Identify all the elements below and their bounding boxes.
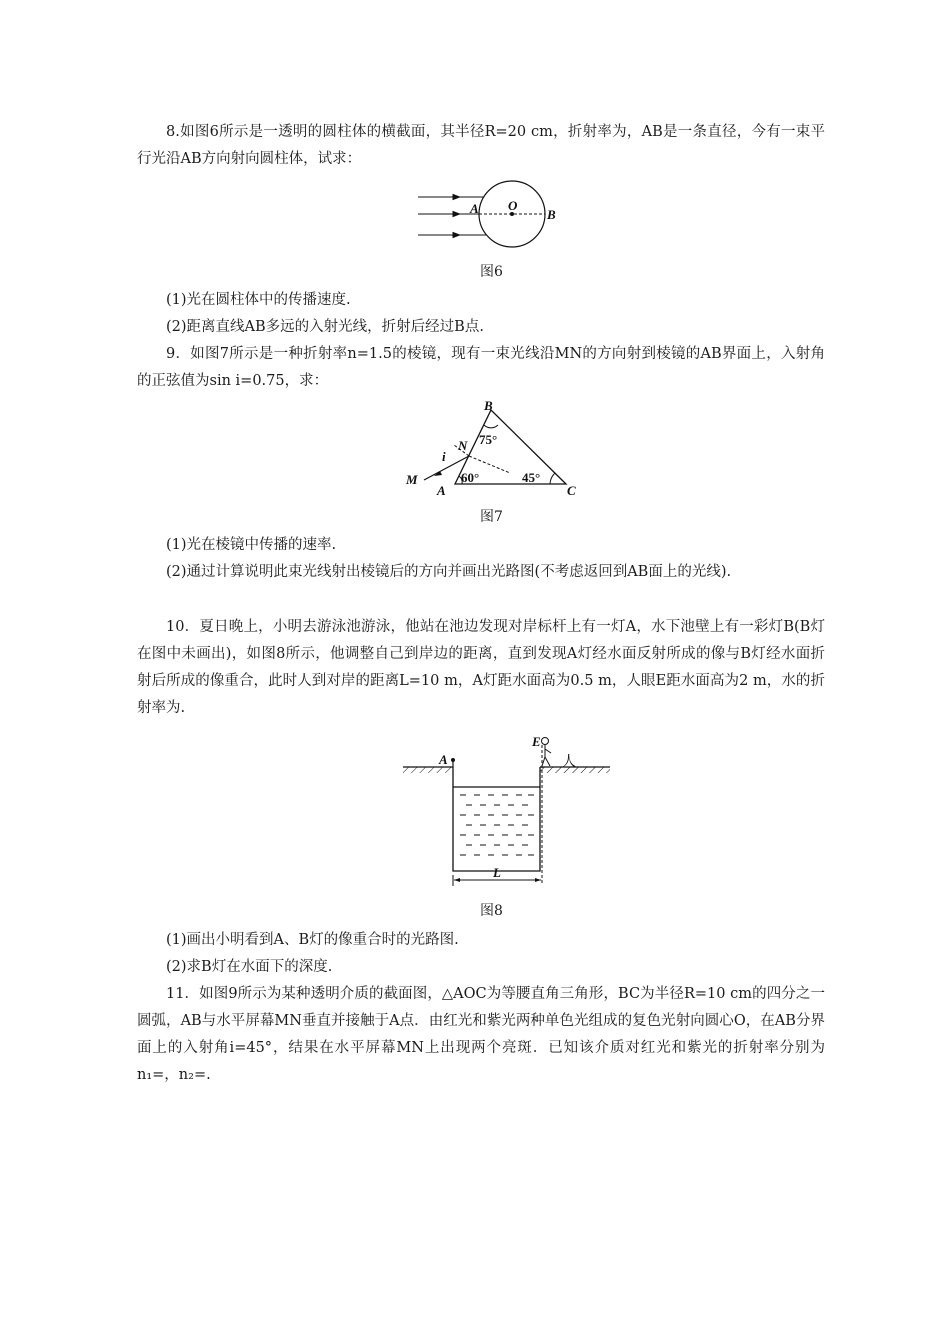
label-a: A (437, 483, 446, 498)
q9-sub1: (1)光在棱镜中传播的速率. (166, 537, 337, 553)
q9-sub2: (2)通过计算说明此束光线射出棱镜后的方向并画出光路图(不考虑返回到AB面上的光线). (166, 564, 732, 580)
label-l: L (493, 865, 501, 880)
label-b: B (547, 207, 556, 222)
label-a: A (470, 201, 479, 216)
q8-text: 8.如图6所示是一透明的圆柱体的横截面，其半径R=20 cm，折射率为，AB是一条直径，今有一束平行光沿AB方向射向圆柱体，试求： (137, 124, 825, 167)
angle-60: 60° (461, 470, 480, 485)
q10-text: 10．夏日晚上，小明去游泳池游泳，他站在池边发现对岸标杆上有一灯A，水下池壁上有一彩灯B(B灯在图中未画出)，如图8所示，他调整自己到岸边的距离，直到发现A灯经水面反射所成的像与B灯经水面折射后所成的像重合，此时人到对岸的距离L=10 m，A灯距水面高为0.5 m，人眼E距水面高为2 m，水的折射率为. (137, 619, 825, 716)
q11-text: 11．如图9所示为某种透明介质的截面图，△AOC为等腰直角三角形，BC为半径R=10 cm的四分之一圆弧，AB与水平屏幕MN垂直并接触于A点．由红光和紫光两种单色光组成的复色光射向圆心O，在AB分界面上的入射角i=45°，结果在水平屏幕MN上出现两个亮斑．已知该介质对红光和紫光的折射率分别为n₁=，n₂=. (137, 986, 825, 1083)
label-b: B (484, 398, 493, 413)
figure-6-caption: 图6 (480, 264, 503, 280)
figure-8-pool-diagram (400, 733, 620, 893)
label-m: M (406, 472, 418, 487)
q9-text: 9．如图7所示是一种折射率n=1.5的棱镜，现有一束光线沿MN的方向射到棱镜的AB界面上，入射角的正弦值为sin i=0.75，求： (137, 346, 825, 389)
label-i: i (442, 449, 446, 464)
angle-45: 45° (522, 470, 541, 485)
q10-sub2: (2)求B灯在水面下的深度. (166, 959, 333, 975)
label-person: 人 (562, 754, 576, 770)
label-e: E (532, 734, 541, 749)
angle-75: 75° (479, 432, 498, 447)
q8-sub2: (2)距离直线AB多远的入射光线，折射后经过B点. (166, 319, 484, 335)
q10-sub1: (1)画出小明看到A、B灯的像重合时的光路图. (166, 932, 459, 948)
label-a: A (439, 752, 448, 767)
figure-7-caption: 图7 (480, 509, 503, 525)
figure-8-caption: 图8 (480, 903, 503, 919)
figure-6-cylinder-diagram (414, 180, 574, 255)
q8-sub1: (1)光在圆柱体中的传播速度. (166, 292, 351, 308)
label-c: C (567, 483, 576, 498)
figure-7-prism-diagram (400, 398, 600, 503)
label-o: O (508, 198, 518, 213)
label-n: N (458, 438, 468, 453)
